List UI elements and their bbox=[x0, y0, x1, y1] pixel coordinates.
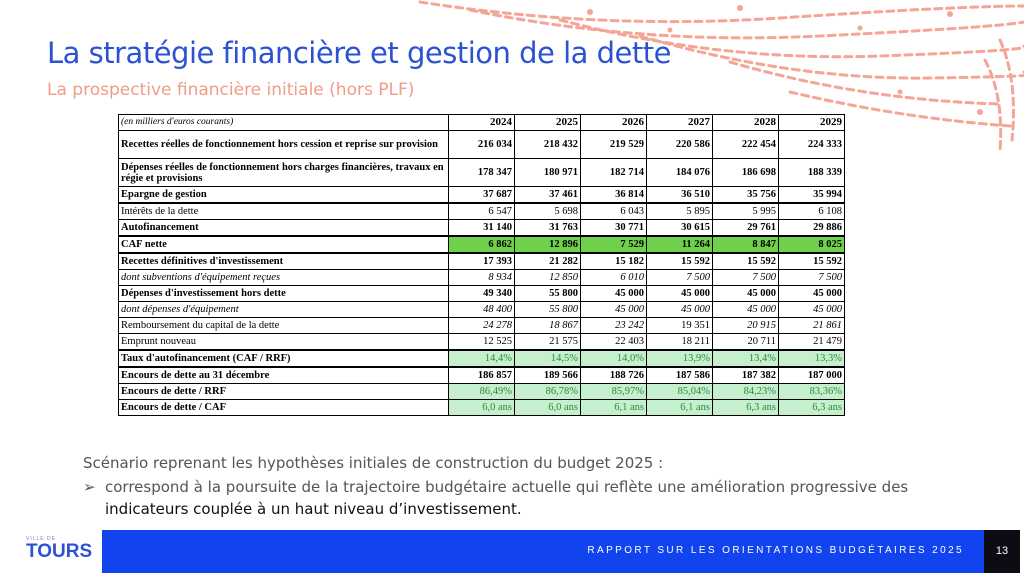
cell-value: 45 000 bbox=[713, 302, 779, 318]
cell-value: 86,49% bbox=[449, 384, 515, 400]
cell-value: 18 211 bbox=[647, 334, 713, 351]
footer-label: RAPPORT SUR LES ORIENTATIONS BUDGÉTAIRES 2025 bbox=[587, 545, 964, 556]
cell-value: 21 282 bbox=[515, 253, 581, 270]
cell-value: 14,0% bbox=[581, 350, 647, 367]
cell-value: 8 847 bbox=[713, 236, 779, 253]
cell-value: 35 994 bbox=[779, 187, 845, 204]
cell-value: 6 010 bbox=[581, 270, 647, 286]
cell-value: 6 862 bbox=[449, 236, 515, 253]
unit-label: (en milliers d'euros courants) bbox=[119, 115, 449, 131]
cell-value: 35 756 bbox=[713, 187, 779, 204]
cell-value: 6,0 ans bbox=[449, 400, 515, 416]
cell-value: 36 510 bbox=[647, 187, 713, 204]
cell-value: 220 586 bbox=[647, 131, 713, 159]
cell-value: 29 761 bbox=[713, 220, 779, 237]
cell-value: 83,36% bbox=[779, 384, 845, 400]
table-row bbox=[119, 203, 845, 220]
tours-logo bbox=[4, 530, 102, 573]
cell-value: 219 529 bbox=[581, 131, 647, 159]
cell-value: 6,1 ans bbox=[581, 400, 647, 416]
cell-value: 19 351 bbox=[647, 318, 713, 334]
cell-value: 85,04% bbox=[647, 384, 713, 400]
cell-value: 7 529 bbox=[581, 236, 647, 253]
row-label: Epargne de gestion bbox=[119, 187, 449, 204]
cell-value: 6,3 ans bbox=[779, 400, 845, 416]
cell-value: 6 547 bbox=[449, 203, 515, 220]
cell-value: 21 861 bbox=[779, 318, 845, 334]
cell-value: 49 340 bbox=[449, 286, 515, 302]
page-number: 13 bbox=[984, 530, 1020, 573]
scenario-text: Scénario reprenant les hypothèses initiales de construction du budget 2025 : bbox=[83, 454, 664, 472]
cell-value: 45 000 bbox=[581, 286, 647, 302]
logo-text: TOURS bbox=[26, 541, 93, 562]
table-row bbox=[119, 334, 845, 351]
cell-value: 45 000 bbox=[713, 286, 779, 302]
cell-value: 178 347 bbox=[449, 159, 515, 187]
cell-value: 20 915 bbox=[713, 318, 779, 334]
cell-value: 6,0 ans bbox=[515, 400, 581, 416]
table-row bbox=[119, 302, 845, 318]
row-label: Intérêts de la dette bbox=[119, 203, 449, 220]
cell-value: 45 000 bbox=[779, 302, 845, 318]
cell-value: 15 182 bbox=[581, 253, 647, 270]
cell-value: 36 814 bbox=[581, 187, 647, 204]
logo-prefix: VILLE DE bbox=[26, 536, 56, 542]
cell-value: 31 140 bbox=[449, 220, 515, 237]
cell-value: 7 500 bbox=[779, 270, 845, 286]
table-row bbox=[119, 400, 845, 416]
cell-value: 20 711 bbox=[713, 334, 779, 351]
cell-value: 15 592 bbox=[647, 253, 713, 270]
year-header: 2028 bbox=[713, 115, 779, 131]
cell-value: 22 403 bbox=[581, 334, 647, 351]
cell-value: 55 800 bbox=[515, 286, 581, 302]
cell-value: 85,97% bbox=[581, 384, 647, 400]
cell-value: 45 000 bbox=[647, 286, 713, 302]
cell-value: 29 886 bbox=[779, 220, 845, 237]
row-label: Dépenses réelles de fonctionnement hors charges financières, travaux en régie et provisions bbox=[119, 159, 449, 187]
cell-value: 6,1 ans bbox=[647, 400, 713, 416]
row-label: Remboursement du capital de la dette bbox=[119, 318, 449, 334]
cell-value: 184 076 bbox=[647, 159, 713, 187]
row-label: Encours de dette / RRF bbox=[119, 384, 449, 400]
cell-value: 216 034 bbox=[449, 131, 515, 159]
cell-value: 17 393 bbox=[449, 253, 515, 270]
year-header: 2029 bbox=[779, 115, 845, 131]
cell-value: 55 800 bbox=[515, 302, 581, 318]
cell-value: 8 934 bbox=[449, 270, 515, 286]
cell-value: 37 461 bbox=[515, 187, 581, 204]
cell-value: 218 432 bbox=[515, 131, 581, 159]
row-label: Taux d'autofinancement (CAF / RRF) bbox=[119, 350, 449, 367]
cell-value: 187 586 bbox=[647, 367, 713, 384]
row-label: Autofinancement bbox=[119, 220, 449, 237]
year-header: 2026 bbox=[581, 115, 647, 131]
cell-value: 13,3% bbox=[779, 350, 845, 367]
cell-value: 186 698 bbox=[713, 159, 779, 187]
cell-value: 15 592 bbox=[713, 253, 779, 270]
cell-value: 21 479 bbox=[779, 334, 845, 351]
cell-value: 187 382 bbox=[713, 367, 779, 384]
bullet-item bbox=[83, 476, 983, 520]
cell-value: 31 763 bbox=[515, 220, 581, 237]
cell-value: 14,4% bbox=[449, 350, 515, 367]
cell-value: 6 043 bbox=[581, 203, 647, 220]
table-row bbox=[119, 384, 845, 400]
cell-value: 13,9% bbox=[647, 350, 713, 367]
footer bbox=[0, 530, 1024, 573]
cell-value: 45 000 bbox=[647, 302, 713, 318]
cell-value: 5 698 bbox=[515, 203, 581, 220]
cell-value: 14,5% bbox=[515, 350, 581, 367]
table-row bbox=[119, 159, 845, 187]
cell-value: 187 000 bbox=[779, 367, 845, 384]
cell-value: 15 592 bbox=[779, 253, 845, 270]
year-header: 2027 bbox=[647, 115, 713, 131]
cell-value: 5 895 bbox=[647, 203, 713, 220]
slide-subtitle: La prospective financière initiale (hors PLF) bbox=[47, 80, 415, 100]
table-row bbox=[119, 270, 845, 286]
cell-value: 11 264 bbox=[647, 236, 713, 253]
row-label: CAF nette bbox=[119, 236, 449, 253]
cell-value: 45 000 bbox=[779, 286, 845, 302]
row-label: Recettes définitives d'investissement bbox=[119, 253, 449, 270]
cell-value: 18 867 bbox=[515, 318, 581, 334]
cell-value: 12 896 bbox=[515, 236, 581, 253]
table-row bbox=[119, 350, 845, 367]
cell-value: 180 971 bbox=[515, 159, 581, 187]
cell-value: 12 525 bbox=[449, 334, 515, 351]
row-label: Encours de dette / CAF bbox=[119, 400, 449, 416]
row-label: dont subventions d'équipement reçues bbox=[119, 270, 449, 286]
cell-value: 30 771 bbox=[581, 220, 647, 237]
footer-bar bbox=[102, 530, 984, 573]
cell-value: 182 714 bbox=[581, 159, 647, 187]
cell-value: 188 726 bbox=[581, 367, 647, 384]
cell-value: 5 995 bbox=[713, 203, 779, 220]
table-row bbox=[119, 318, 845, 334]
cell-value: 7 500 bbox=[647, 270, 713, 286]
row-label: Encours de dette au 31 décembre bbox=[119, 367, 449, 384]
bullet-line-2: indicateurs couplée à un haut niveau d’investissement. bbox=[105, 500, 522, 518]
row-label: dont dépenses d'équipement bbox=[119, 302, 449, 318]
cell-value: 48 400 bbox=[449, 302, 515, 318]
cell-value: 224 333 bbox=[779, 131, 845, 159]
table-row bbox=[119, 220, 845, 237]
cell-value: 6,3 ans bbox=[713, 400, 779, 416]
cell-value: 12 850 bbox=[515, 270, 581, 286]
cell-value: 86,78% bbox=[515, 384, 581, 400]
cell-value: 222 454 bbox=[713, 131, 779, 159]
cell-value: 37 687 bbox=[449, 187, 515, 204]
arrow-bullet-icon: ➢ bbox=[83, 478, 96, 496]
row-label: Emprunt nouveau bbox=[119, 334, 449, 351]
cell-value: 13,4% bbox=[713, 350, 779, 367]
cell-value: 7 500 bbox=[713, 270, 779, 286]
cell-value: 188 339 bbox=[779, 159, 845, 187]
table-row bbox=[119, 286, 845, 302]
slide-title: La stratégie financière et gestion de la dette bbox=[47, 36, 671, 70]
cell-value: 84,23% bbox=[713, 384, 779, 400]
table-header-row bbox=[119, 115, 845, 131]
cell-value: 45 000 bbox=[581, 302, 647, 318]
cell-value: 21 575 bbox=[515, 334, 581, 351]
table-row bbox=[119, 236, 845, 253]
financial-table bbox=[118, 114, 845, 416]
bullet-line-1: correspond à la poursuite de la trajectoire budgétaire actuelle qui reflète une amélioration progressive des bbox=[105, 478, 909, 496]
table-row bbox=[119, 131, 845, 159]
table-row bbox=[119, 367, 845, 384]
year-header: 2025 bbox=[515, 115, 581, 131]
row-label: Dépenses d'investissement hors dette bbox=[119, 286, 449, 302]
year-header: 2024 bbox=[449, 115, 515, 131]
cell-value: 30 615 bbox=[647, 220, 713, 237]
table-row bbox=[119, 253, 845, 270]
cell-value: 8 025 bbox=[779, 236, 845, 253]
cell-value: 186 857 bbox=[449, 367, 515, 384]
table-row bbox=[119, 187, 845, 204]
row-label: Recettes réelles de fonctionnement hors cession et reprise sur provision bbox=[119, 131, 449, 159]
cell-value: 23 242 bbox=[581, 318, 647, 334]
cell-value: 6 108 bbox=[779, 203, 845, 220]
cell-value: 189 566 bbox=[515, 367, 581, 384]
cell-value: 24 278 bbox=[449, 318, 515, 334]
